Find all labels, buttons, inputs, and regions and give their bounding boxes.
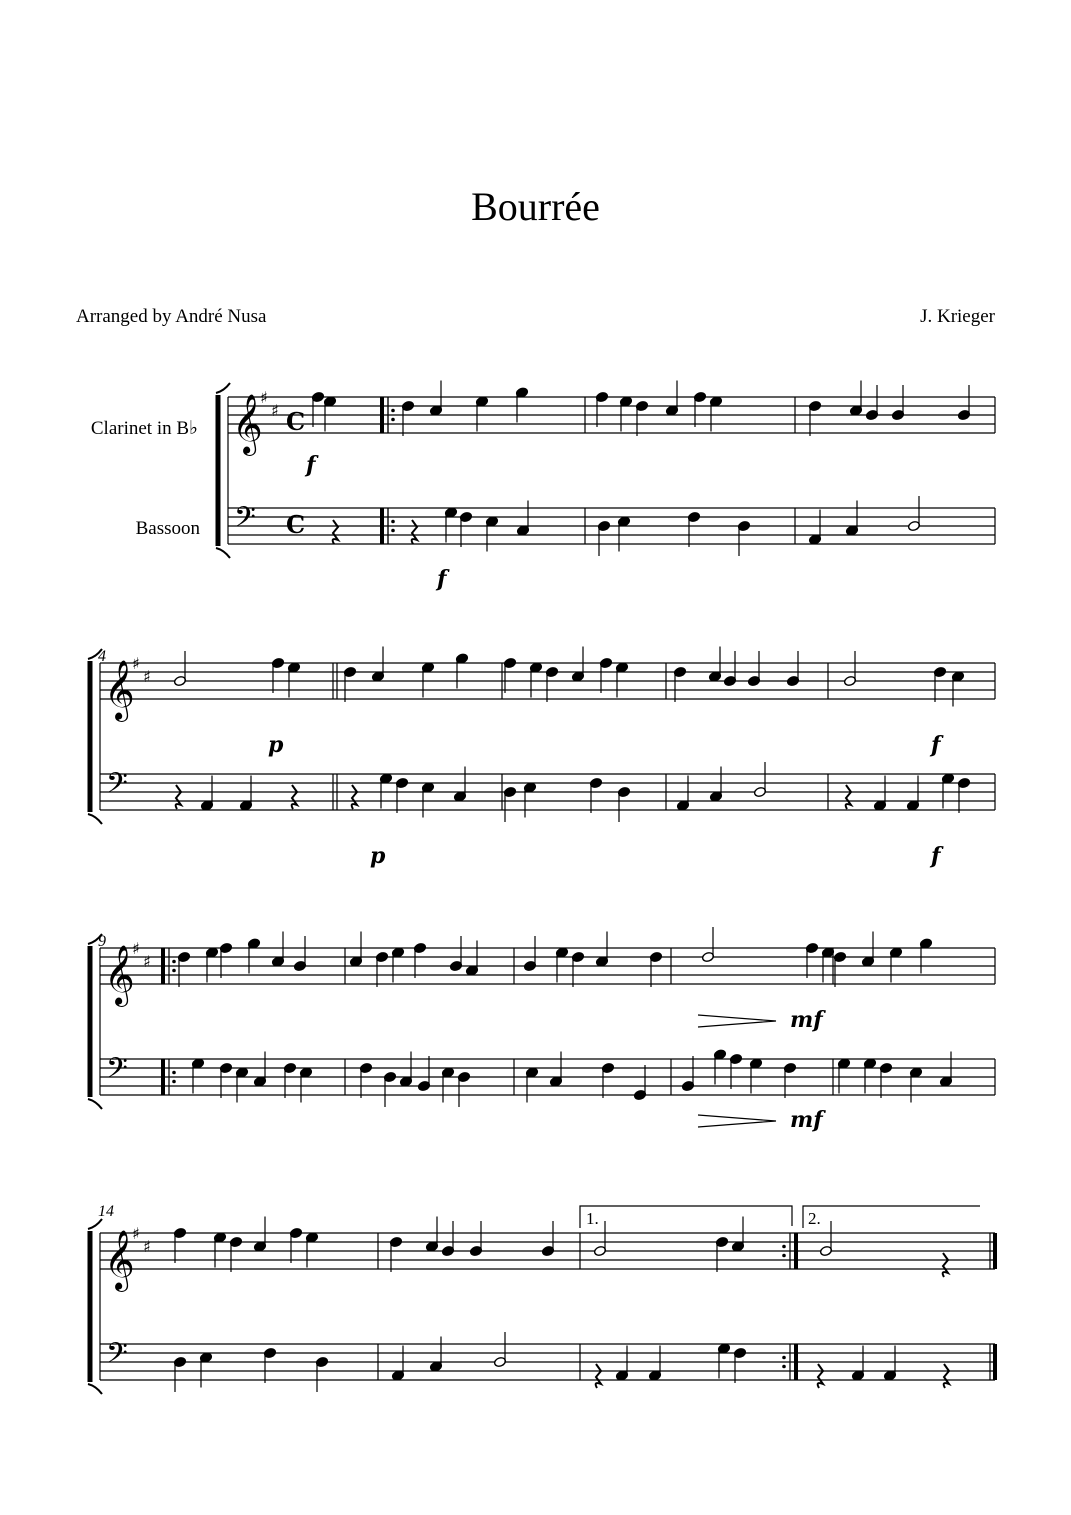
repeat-dot (782, 1365, 786, 1369)
quarter-rest (412, 520, 417, 544)
repeat-dot (391, 529, 395, 533)
bass-clef-icon: 𝄢 (106, 1337, 128, 1377)
treble-clef-icon: 𝄞 (104, 945, 135, 1005)
dynamic-marking: mf (790, 1107, 823, 1133)
measure-number: 9 (98, 933, 106, 950)
sharp-icon: ♯ (143, 667, 151, 686)
composer-credit: J. Krieger (920, 306, 995, 327)
quarter-rest (943, 1253, 948, 1277)
repeat-dot (391, 520, 395, 524)
dynamic-marking: mf (790, 1007, 823, 1033)
decrescendo-hairpin (698, 1115, 776, 1127)
dynamic-marking: p (268, 732, 284, 758)
sharp-icon: ♯ (260, 388, 268, 407)
bass-clef-icon: 𝄢 (106, 1052, 128, 1092)
system-bracket (88, 814, 102, 824)
arranger-credit: Arranged by André Nusa (76, 306, 267, 327)
score-title: Bourrée (471, 184, 600, 229)
repeat-dot (782, 1254, 786, 1258)
treble-clef-icon: 𝄞 (104, 1230, 135, 1290)
instrument-label-bassoon: Bassoon (135, 518, 200, 539)
sharp-icon: ♯ (143, 1237, 151, 1256)
quarter-rest (352, 785, 357, 809)
volta-bracket (580, 1206, 792, 1228)
sharp-icon: ♯ (132, 654, 140, 673)
quarter-rest (176, 785, 181, 809)
repeat-dot (172, 969, 176, 973)
time-signature: C (286, 510, 306, 539)
bass-clef-icon: 𝄢 (106, 767, 128, 807)
system-bracket (216, 548, 230, 558)
dynamic-marking: p (370, 843, 386, 869)
system-bracket (216, 383, 230, 393)
dynamic-marking: f (306, 452, 316, 478)
system-bracket (88, 1099, 102, 1109)
volta-label: 2. (808, 1209, 821, 1228)
quarter-rest (846, 785, 851, 809)
quarter-rest (292, 785, 297, 809)
volta-label: 1. (586, 1209, 599, 1228)
quarter-rest (818, 1364, 823, 1388)
quarter-rest (333, 520, 338, 544)
repeat-dot (172, 960, 176, 964)
treble-clef-icon: 𝄞 (232, 394, 263, 454)
measure-number: 4 (98, 648, 106, 665)
quarter-rest (944, 1364, 949, 1388)
repeat-dot (782, 1245, 786, 1249)
dynamic-marking: f (931, 732, 941, 758)
repeat-dot (172, 1071, 176, 1075)
sharp-icon: ♯ (143, 952, 151, 971)
system-bracket (88, 1219, 102, 1229)
instrument-label-clarinet: Clarinet in B♭ (90, 418, 198, 439)
quarter-rest (596, 1364, 601, 1388)
treble-clef-icon: 𝄞 (104, 660, 135, 720)
repeat-dot (782, 1356, 786, 1360)
repeat-dot (391, 418, 395, 422)
system-bracket (88, 1384, 102, 1394)
dynamic-marking: f (437, 566, 447, 592)
dynamic-marking: f (931, 843, 941, 869)
repeat-dot (391, 409, 395, 413)
bass-clef-icon: 𝄢 (234, 501, 256, 541)
repeat-dot (172, 1080, 176, 1084)
time-signature: C (286, 407, 306, 436)
sharp-icon: ♯ (132, 939, 140, 958)
volta-bracket (803, 1206, 980, 1228)
sharp-icon: ♯ (132, 1224, 140, 1243)
measure-number: 14 (98, 1203, 114, 1220)
sharp-icon: ♯ (271, 401, 279, 420)
decrescendo-hairpin (698, 1015, 776, 1027)
